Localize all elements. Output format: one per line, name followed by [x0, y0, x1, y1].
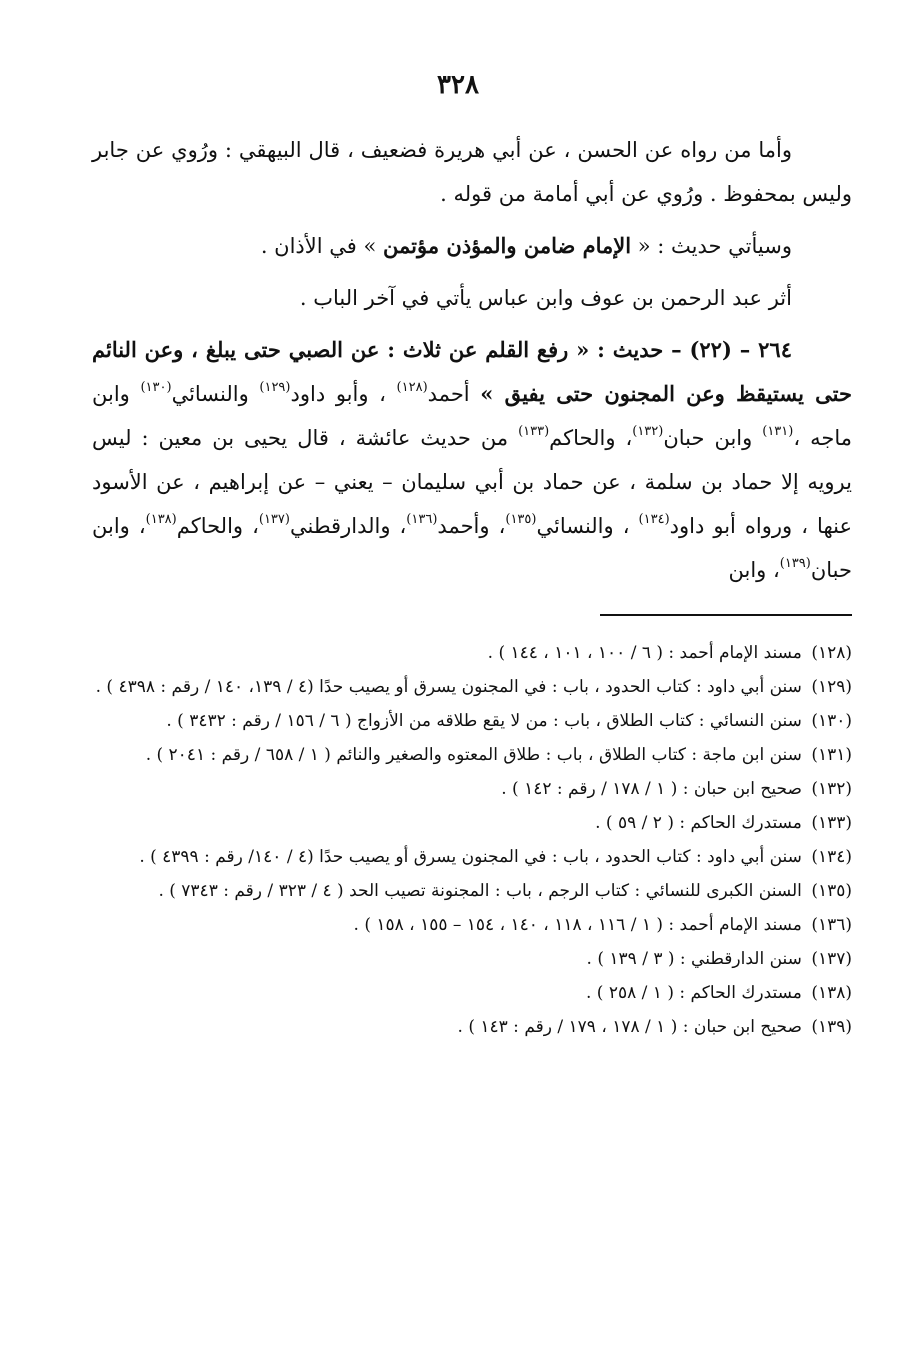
segment-text: من حديث عائشة ، قال يحيى بن معين : ليس يرويه إلا حماد بن سلمة ، عن حماد بن أبي سليمان – يعني – عن إبراهيم ، عن الأسود عنها ، ورواه أبو داود [92, 426, 853, 538]
segment-text: وابن ماجه ، [92, 382, 852, 450]
footnote-ref: (١٣٦) [406, 512, 438, 527]
footnote-ref: (١٣٨) [145, 512, 177, 527]
segment-text: ، والحاكم [549, 426, 633, 450]
hadith-segment [505, 514, 638, 538]
hadith-segment [259, 382, 396, 406]
page-number: ٣٢٨ [437, 70, 479, 100]
footnote-ref: (١٢٩) [259, 380, 291, 395]
footnote-number: (١٣٥) [811, 881, 852, 901]
footnote-ref: (١٣٤) [638, 512, 670, 527]
footnote-text: مستدرك الحاكم : ( ٢ / ٥٩ ) . [595, 813, 802, 833]
footnote [92, 840, 852, 874]
paragraph-1: وأما من رواه عن الحسن ، عن أبي هريرة فضعيف ، قال البيهقي : ورُوي عن جابر وليس بمحفوظ . ورُوي عن أبي أمامة من قوله . [92, 138, 852, 206]
footnote-ref: (١٣١) [762, 424, 794, 439]
footnote-ref: (١٣٠) [140, 380, 172, 395]
segment-text: أحمد [427, 382, 481, 406]
segment-text: ، وابن حبان [92, 514, 852, 582]
hadith-paragraph [92, 328, 852, 592]
footnote-text: مسند الإمام أحمد : ( ١ / ١١٦ ، ١١٨ ، ١٤٠ ، ١٥٤ – ١٥٥ ، ١٥٨ ) . [353, 915, 802, 935]
footnote-separator [600, 614, 852, 616]
hadith-segment [632, 426, 762, 450]
footnote-ref: (١٣٣) [518, 424, 550, 439]
footnote [92, 636, 852, 670]
footnote-number: (١٣٧) [811, 949, 852, 969]
footnote [92, 874, 852, 908]
footnote [92, 806, 852, 840]
segment-text: ، وابن [728, 558, 780, 582]
footnote-number: (١٣٢) [811, 779, 852, 799]
segment-text: ، والحاكم [176, 514, 259, 538]
footnote-text: سنن ابن ماجة : كتاب الطلاق ، باب : طلاق المعتوه والصغير والنائم ( ١ / ٦٥٨ / رقم : ٢٠٤١ ) . [145, 745, 802, 765]
footnote [92, 670, 852, 704]
footnote-text: صحيح ابن حبان : ( ١ / ١٧٨ ، ١٧٩ / رقم : ١٤٣ ) . [457, 1017, 802, 1037]
hadith-segment [518, 426, 632, 450]
paragraph-2 [92, 224, 852, 268]
footnote [92, 704, 852, 738]
footnote-ref: (١٣٥) [505, 512, 537, 527]
footnote [92, 976, 852, 1010]
footnote-text: سنن الدارقطني : ( ٣ / ١٣٩ ) . [586, 949, 802, 969]
paragraph-2-prefix: وسيأتي حديث : « [631, 234, 792, 258]
segment-text: ، والنسائي [536, 514, 639, 538]
footnote-ref: (١٢٨) [396, 380, 428, 395]
hadith-segment [397, 382, 481, 406]
segment-text: ، والدارقطني [289, 514, 407, 538]
hadith-heading: ٢٦٤ – (٢٢) – حديث : « رفع القلم عن ثلاث : عن الصبي حتى يبلغ ، وعن النائم حتى يستيقظ وعن المجنون حتى يفيق » [92, 337, 853, 406]
main-text [92, 128, 852, 592]
segment-text: ، وأبو داود [290, 382, 397, 406]
footnote-number: (١٣١) [811, 745, 852, 765]
footnote-number: (١٣٨) [811, 983, 852, 1003]
footnote [92, 738, 852, 772]
footnote-number: (١٣٦) [811, 915, 852, 935]
footnote [92, 908, 852, 942]
footnote-ref: (١٣٩) [779, 556, 811, 571]
footnote-number: (١٢٩) [811, 677, 852, 697]
footnote-number: (١٣٣) [811, 813, 852, 833]
footnote [92, 1010, 852, 1044]
footnote-ref: (١٣٢) [632, 424, 664, 439]
footnote-number: (١٣٤) [811, 847, 852, 867]
footnote-text: صحيح ابن حبان : ( ١ / ١٧٨ / رقم : ١٤٢ ) . [501, 779, 802, 799]
segment-text: وابن حبان [663, 426, 763, 450]
footnote-text: سنن النسائي : كتاب الطلاق ، باب : من لا يقع طلاقه من الأزواج ( ٦ / ١٥٦ / رقم : ٣٤٣٢ ) . [166, 711, 802, 731]
hadith-quote-imam: الإمام ضامن والمؤذن مؤتمن [383, 233, 632, 258]
footnote-text: مستدرك الحاكم : ( ١ / ٢٥٨ ) . [585, 983, 802, 1003]
footnote-text: سنن أبي داود : كتاب الحدود ، باب : في المجنون يسرق أو يصيب حدًا (٤ / ١٣٩، ١٤٠ / رقم : ٤٣٩٨ ) . [95, 677, 802, 697]
paragraph-3: أثر عبد الرحمن بن عوف وابن عباس يأتي في آخر الباب . [299, 286, 792, 310]
segment-text: والنسائي [171, 382, 260, 406]
segment-text: ، وأحمد [437, 514, 506, 538]
footnote [92, 772, 852, 806]
footnote-number: (١٣٠) [811, 711, 852, 731]
footnote-ref: (١٣٧) [258, 512, 290, 527]
footnote-number: (١٢٨) [811, 643, 852, 663]
footnote [92, 942, 852, 976]
footnote-text: السنن الكبرى للنسائي : كتاب الرجم ، باب : المجنونة تصيب الحد ( ٤ / ٣٢٣ / رقم : ٧٣٤٣ ) . [158, 881, 802, 901]
hadith-segment [140, 382, 259, 406]
footnote-text: مسند الإمام أحمد : ( ٦ / ١٠٠ ، ١٠١ ، ١٤٤ ) . [487, 643, 802, 663]
hadith-segment [728, 558, 779, 582]
paragraph-2-suffix: » في الأذان . [260, 234, 384, 258]
footnote-number: (١٣٩) [811, 1017, 852, 1037]
footnote-text: سنن أبي داود : كتاب الحدود ، باب : في المجنون يسرق أو يصيب حدًا (٤ / ١٤٠/ رقم : ٤٣٩٩ ) . [139, 847, 802, 867]
hadith-segment [259, 514, 406, 538]
hadith-segment [146, 514, 259, 538]
footnotes [92, 636, 852, 1044]
hadith-segment [406, 514, 505, 538]
